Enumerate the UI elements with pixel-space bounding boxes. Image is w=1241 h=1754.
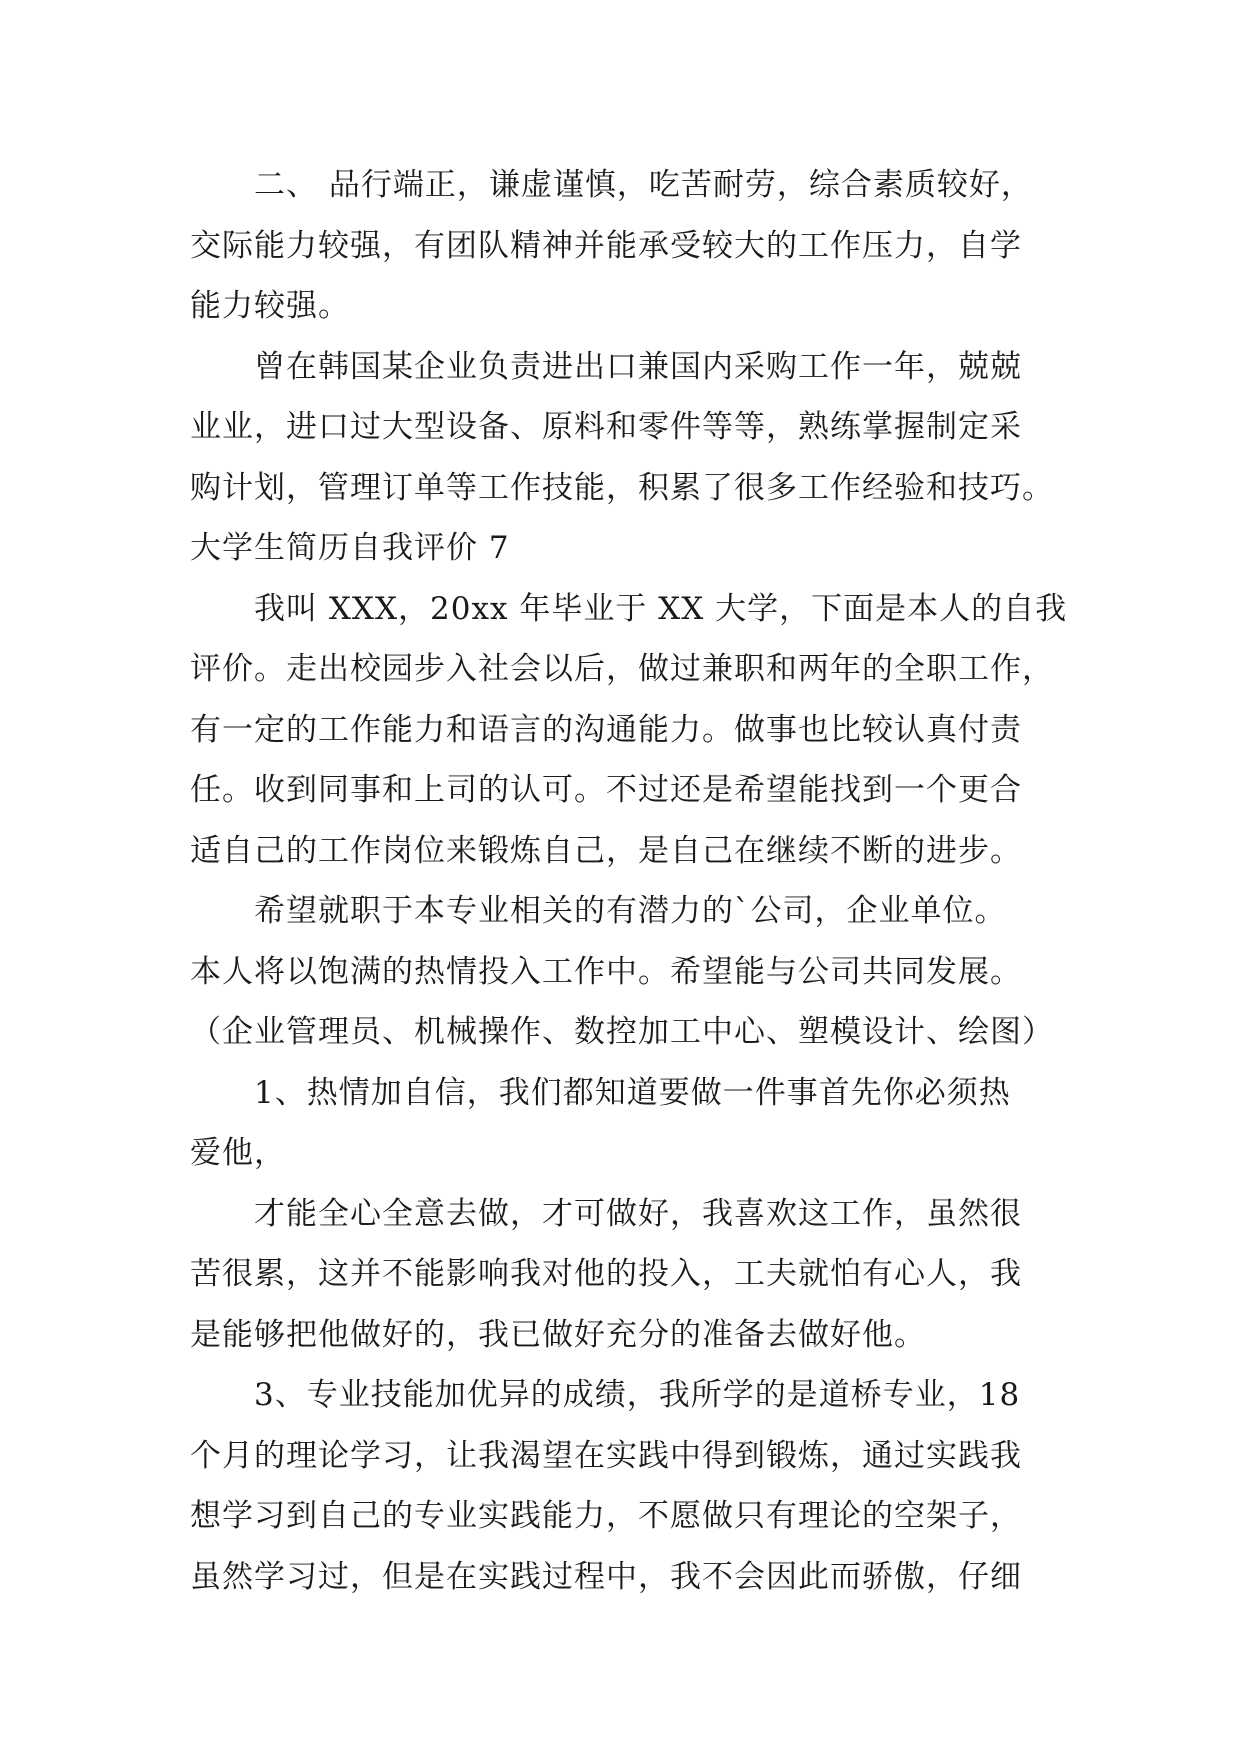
- text-line: 希望就职于本专业相关的有潜力的`公司，企业单位。: [254, 893, 1007, 929]
- text-line: 本人将以饱满的热情投入工作中。希望能与公司共同发展。: [190, 953, 1022, 990]
- text-line: 爱他，: [190, 1135, 286, 1171]
- text-line: 业业，进口过大型设备、原料和零件等等，熟练掌握制定采: [190, 409, 1022, 445]
- text-line: 交际能力较强，有团队精神并能承受较大的工作压力，自学: [190, 227, 1022, 264]
- text-line: 购计划，管理订单等工作技能，积累了很多工作经验和技巧。: [190, 469, 1054, 506]
- text-line: 二、 品行端正，谦虚谨慎，吃苦耐劳，综合素质较好，: [254, 167, 1033, 203]
- text-line: 才能全心全意去做，才可做好，我喜欢这工作，虽然很: [254, 1195, 1022, 1232]
- text-line: 大学生简历自我评价 7: [190, 530, 510, 566]
- text-line: 有一定的工作能力和语言的沟通能力。做事也比较认真付责: [190, 711, 1022, 748]
- text-line: 评价。走出校园步入社会以后，做过兼职和两年的全职工作，: [190, 651, 1054, 687]
- text-line: （企业管理员、机械操作、数控加工中心、塑模设计、绘图）: [190, 1014, 1054, 1050]
- text-line: 适自己的工作岗位来锻炼自己，是自己在继续不断的进步。: [190, 832, 1022, 869]
- text-line: 个月的理论学习，让我渴望在实践中得到锻炼，通过实践我: [190, 1437, 1022, 1474]
- text-line: 能力较强。: [190, 288, 350, 324]
- text-line: 虽然学习过，但是在实践过程中，我不会因此而骄傲，仔细: [190, 1558, 1022, 1595]
- text-line: 任。收到同事和上司的认可。不过还是希望能找到一个更合: [190, 772, 1022, 808]
- text-line: 曾在韩国某企业负责进出口兼国内采购工作一年，兢兢: [254, 348, 1022, 385]
- text-line: 1、热情加自信，我们都知道要做一件事首先你必须热: [254, 1074, 1011, 1111]
- text-line: 3、专业技能加优异的成绩，我所学的是道桥专业，18: [254, 1377, 1021, 1413]
- text-line: 苦很累，这并不能影响我对他的投入，工夫就怕有心人，我: [190, 1256, 1022, 1292]
- text-line: 我叫 XXX，20xx 年毕业于 XX 大学，下面是本人的自我: [254, 590, 1068, 627]
- text-line: 想学习到自己的专业实践能力，不愿做只有理论的空架子，: [190, 1498, 1022, 1534]
- text-line: 是能够把他做好的，我已做好充分的准备去做好他。: [190, 1316, 926, 1353]
- document-body: [190, 155, 1070, 1607]
